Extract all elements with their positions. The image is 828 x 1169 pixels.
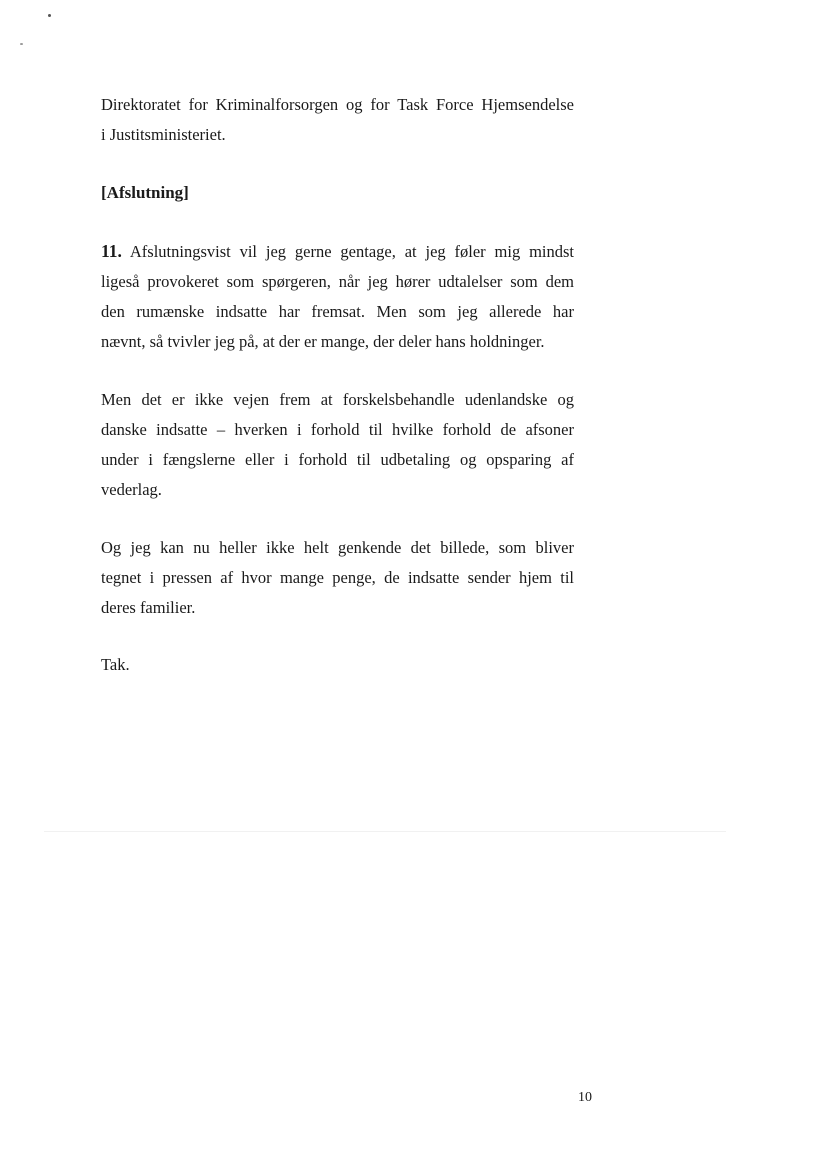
text-line: ligeså provokeret som spørgeren, når jeg hører udtalelser som dem — [101, 272, 574, 291]
paragraph-og — [101, 533, 574, 623]
scan-speck — [20, 43, 23, 45]
text-line: under i fængslerne eller i forhold til udbetaling og opsparing af — [101, 450, 574, 469]
document-body — [101, 90, 574, 680]
text-line: i Justitsministeriet. — [101, 125, 226, 144]
paragraph-men — [101, 385, 574, 505]
text-line: nævnt, så tvivler jeg på, at der er mange, der deler hans holdninger. — [101, 332, 545, 351]
paragraph-11 — [101, 236, 574, 357]
scan-shadow-line — [44, 831, 726, 832]
text-line: Direktoratet for Kriminalforsorgen og for Task Force Hjemsendelse — [101, 95, 574, 114]
page-number: 10 — [578, 1090, 592, 1105]
scan-speck — [48, 14, 51, 17]
text-line: deres familier. — [101, 598, 196, 617]
text-line-content: Afslutningsvist vil jeg gerne gentage, at jeg føler mig mindst — [129, 242, 574, 261]
text-line: tegnet i pressen af hvor mange penge, de indsatte sender hjem til — [101, 568, 574, 587]
closing-line — [101, 650, 574, 680]
text-line: den rumænske indsatte har fremsat. Men som jeg allerede har — [101, 302, 574, 321]
text-line: Tak. — [101, 655, 130, 674]
text-line: danske indsatte – hverken i forhold til hvilke forhold de afsoner — [101, 420, 574, 439]
section-heading: [Afslutning] — [101, 183, 189, 202]
text-line: Og jeg kan nu heller ikke helt genkende det billede, som bliver — [101, 538, 574, 557]
paragraph-number: 11. — [101, 241, 122, 261]
text-line: vederlag. — [101, 480, 162, 499]
text-line — [101, 236, 574, 267]
intro-paragraph — [101, 90, 574, 150]
text-line: Men det er ikke vejen frem at forskelsbehandle udenlandske og — [101, 390, 574, 409]
